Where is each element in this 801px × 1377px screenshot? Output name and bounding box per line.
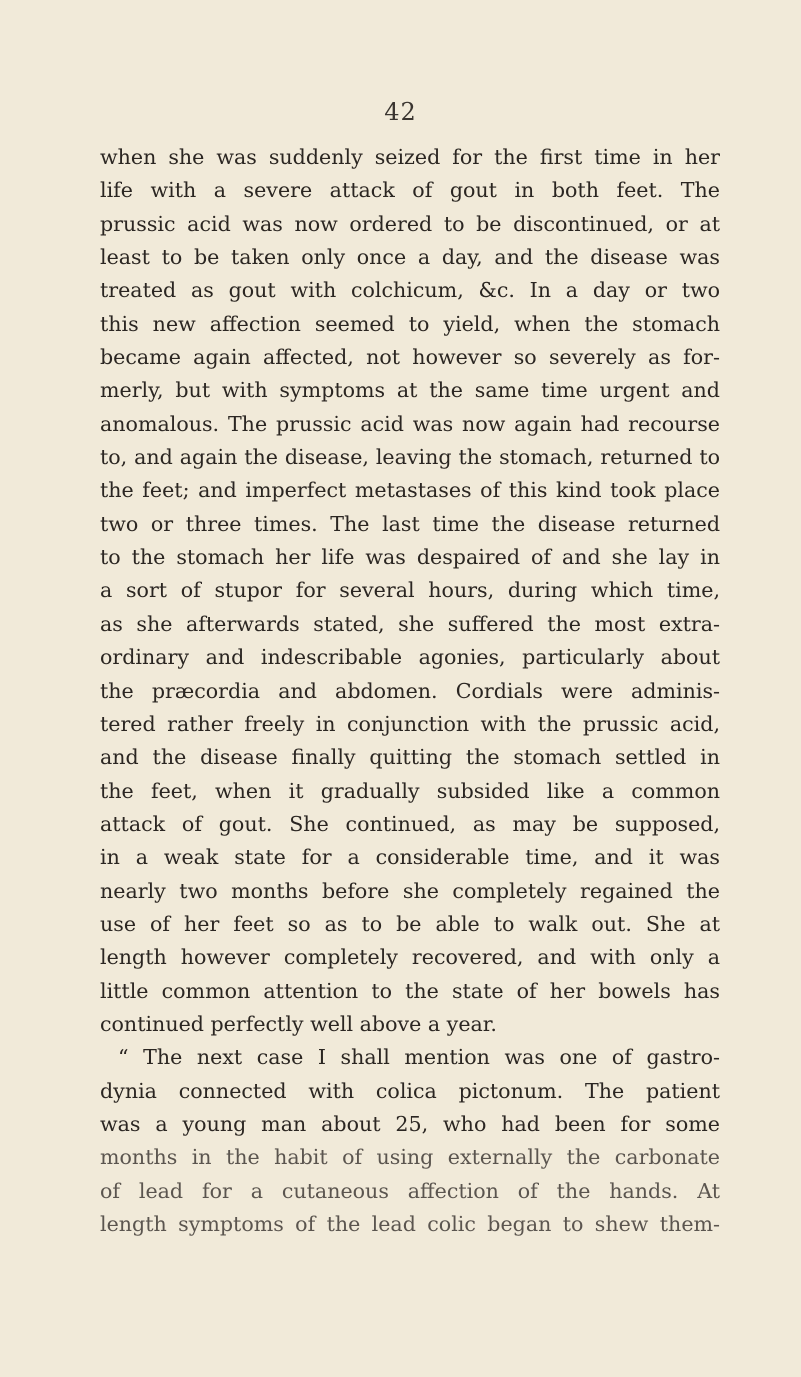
text-line: ordinary and indescribable agonies, particularly about (100, 645, 720, 670)
text-line: little common attention to the state of her bowels has (100, 978, 720, 1003)
text-line: merly, but with symptoms at the same time urgent and (100, 378, 720, 403)
paragraph-start-line: “ The next case I shall mention was one of gastro- (118, 1045, 720, 1070)
text-line: use of her feet so as to be able to walk out. She at (100, 911, 720, 936)
text-line: treated as gout with colchicum, &c. In a day or two (100, 278, 720, 303)
text-line: to, and again the disease, leaving the stomach, returned to (100, 445, 720, 470)
text-line: a sort of stupor for several hours, during which time, (100, 578, 720, 603)
text-line: the præcordia and abdomen. Cordials were adminis- (100, 678, 720, 703)
text-line: became again affected, not however so severely as for- (100, 345, 720, 370)
text-line: in a weak state for a considerable time, and it was (100, 845, 720, 870)
body-text (100, 141, 720, 1241)
text-line: two or three times. The last time the disease returned (100, 511, 720, 536)
text-line: when she was suddenly seized for the first time in her (100, 145, 720, 169)
text-line: as she afterwards stated, she suffered the most extra- (100, 611, 720, 636)
text-line: months in the habit of using externally the carbonate (100, 1145, 720, 1170)
text-line: this new affection seemed to yield, when the stomach (100, 311, 720, 336)
text-line: was a young man about 25, who had been for some (100, 1111, 720, 1136)
text-line: length however completely recovered, and with only a (100, 945, 720, 970)
text-line: least to be taken only once a day, and the disease was (100, 245, 720, 270)
text-line: length symptoms of the lead colic began to shew them- (100, 1212, 720, 1236)
paragraph-end-line: continued perfectly well above a year. (100, 1011, 497, 1036)
text-line: attack of gout. She continued, as may be supposed, (100, 811, 720, 836)
text-line: the feet; and imperfect metastases of this kind took place (100, 478, 720, 503)
text-line: the feet, when it gradually subsided like a common (100, 778, 720, 803)
text-line: nearly two months before she completely regained the (100, 878, 720, 903)
text-line: anomalous. The prussic acid was now again had recourse (100, 411, 720, 436)
text-line: life with a severe attack of gout in both feet. The (100, 178, 720, 203)
text-line: prussic acid was now ordered to be discontinued, or at (100, 211, 720, 236)
page-number: 42 (384, 98, 417, 126)
text-line: tered rather freely in conjunction with the prussic acid, (100, 711, 720, 736)
text-line: and the disease finally quitting the stomach settled in (100, 745, 720, 770)
text-line: of lead for a cutaneous affection of the hands. At (100, 1178, 720, 1203)
text-line: to the stomach her life was despaired of and she lay in (100, 545, 720, 570)
text-line: dynia connected with colica pictonum. The patient (100, 1078, 720, 1103)
